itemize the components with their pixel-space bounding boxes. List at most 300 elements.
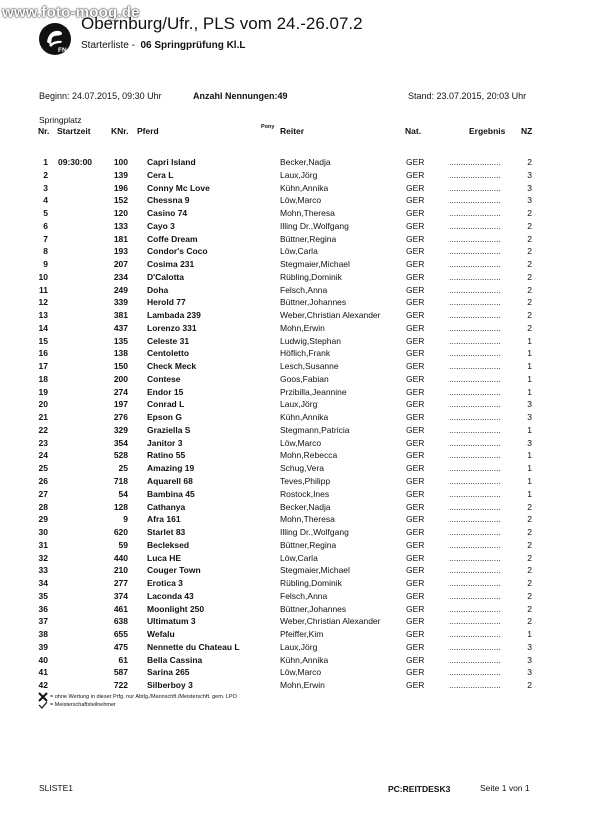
col-nr: Nr. [38, 126, 50, 136]
row-nr: 18 [38, 373, 48, 384]
row-knr: 133 [113, 220, 128, 231]
row-horse: Couger Town [147, 565, 201, 576]
row-nz: 1 [527, 335, 532, 346]
row-result: ...................... [449, 259, 501, 270]
row-horse: Lorenzo 331 [147, 322, 197, 333]
row-knr: 135 [113, 335, 128, 346]
row-nz: 2 [527, 680, 532, 691]
row-horse: Amazing 19 [147, 463, 195, 474]
row-nation: GER [406, 195, 425, 206]
row-nz: 2 [527, 310, 532, 321]
row-nation: GER [406, 271, 425, 282]
row-nz: 3 [527, 169, 532, 180]
table-row [0, 297, 596, 310]
table-row [0, 195, 596, 208]
row-horse: Capri Island [147, 157, 196, 167]
row-knr: 61 [118, 654, 128, 665]
row-rider: Mohn,Erwin [280, 322, 325, 333]
table-row [0, 680, 596, 693]
table-row [0, 476, 596, 489]
row-nation: GER [406, 412, 425, 423]
row-nation: GER [406, 578, 425, 589]
row-nz: 2 [527, 208, 532, 219]
row-nr: 6 [43, 220, 48, 231]
row-result: ...................... [449, 527, 501, 538]
event-name: 06 Springprüfung Kl.L [140, 40, 246, 51]
row-nr: 36 [38, 603, 48, 614]
row-nation: GER [406, 476, 425, 486]
row-horse: Silberboy 3 [147, 680, 193, 691]
row-knr: 249 [113, 284, 128, 295]
row-rider: Löw,Marco [280, 195, 322, 206]
row-nation: GER [406, 463, 425, 474]
row-nation: GER [406, 616, 425, 627]
table-row [0, 591, 596, 604]
table-row [0, 310, 596, 323]
row-nz: 2 [527, 578, 532, 589]
row-nz: 2 [527, 590, 532, 601]
row-horse: Cera L [147, 169, 174, 180]
row-horse: Endor 15 [147, 386, 184, 397]
row-nr: 38 [38, 629, 48, 640]
row-knr: 128 [113, 501, 128, 512]
row-result: ...................... [449, 399, 501, 410]
row-nr: 32 [38, 552, 48, 563]
row-nr: 5 [43, 208, 48, 219]
row-nz: 3 [527, 195, 532, 206]
row-nz: 2 [527, 233, 532, 244]
status-info: Stand: 23.07.2015, 20:03 Uhr [408, 91, 527, 101]
row-nz: 2 [527, 616, 532, 627]
row-knr: 475 [113, 641, 128, 652]
row-nr: 17 [38, 361, 48, 372]
table-row [0, 399, 596, 412]
table-row [0, 183, 596, 196]
row-result: ...................... [449, 271, 501, 282]
row-horse: Doha [147, 284, 169, 295]
row-nation: GER [406, 259, 425, 270]
row-result: ...................... [449, 412, 501, 423]
row-result: ...................... [449, 246, 501, 257]
table-row [0, 412, 596, 425]
row-rider: Büttner,Johannes [280, 297, 347, 308]
row-horse: Erotica 3 [147, 578, 183, 589]
row-knr: 587 [113, 667, 128, 678]
row-rider: Pfeiffer,Kim [280, 629, 324, 640]
row-result: ...................... [449, 220, 501, 231]
row-nation: GER [406, 284, 425, 295]
row-rider: Lesch,Susanne [280, 361, 339, 372]
footer-right: Seite 1 von 1 [480, 783, 530, 793]
row-horse: Ultimatum 3 [147, 616, 196, 627]
row-knr: 181 [113, 233, 128, 244]
table-row [0, 348, 596, 361]
table-row [0, 246, 596, 259]
row-nr: 13 [38, 310, 48, 321]
row-result: ...................... [449, 565, 501, 576]
row-nr: 28 [38, 501, 48, 512]
row-result: ...................... [449, 539, 501, 550]
row-rider: Stegmann,Patricia [280, 424, 350, 435]
row-rider: Przibilla,Jeannine [280, 386, 347, 397]
row-nz: 2 [527, 539, 532, 550]
row-nr: 40 [38, 654, 48, 665]
row-rider: Löw,Marco [280, 667, 322, 678]
row-rider: Löw,Carla [280, 246, 318, 257]
col-pony: Pony [261, 124, 275, 130]
row-nation: GER [406, 514, 425, 525]
row-knr: 207 [113, 259, 128, 270]
row-nr: 34 [38, 578, 48, 589]
row-nation: GER [406, 348, 425, 359]
row-horse: Bella Cassina [147, 654, 203, 665]
row-horse: Lambada 239 [147, 310, 201, 321]
row-nation: GER [406, 590, 425, 601]
row-nr: 16 [38, 348, 48, 359]
row-nation: GER [406, 527, 425, 538]
row-nation: GER [406, 603, 425, 614]
row-knr: 638 [113, 616, 128, 627]
row-nr: 31 [38, 539, 48, 550]
row-rider: Stegmaier,Michael [280, 259, 350, 270]
row-horse: Condor's Coco [147, 246, 208, 257]
row-result: ...................... [449, 310, 501, 321]
table-row [0, 323, 596, 336]
table-row [0, 336, 596, 349]
col-nat: Nat. [405, 126, 422, 136]
row-nr: 14 [38, 322, 48, 333]
row-result: ...................... [449, 463, 501, 474]
row-result: ...................... [449, 552, 501, 563]
row-nz: 2 [527, 284, 532, 295]
checkmark-icon [38, 701, 48, 709]
row-rider: Laux,Jörg [280, 169, 318, 180]
row-knr: 210 [113, 565, 128, 576]
row-result: ...................... [449, 169, 501, 180]
row-nation: GER [406, 386, 425, 397]
row-nz: 2 [527, 527, 532, 538]
col-nz: NZ [521, 126, 533, 136]
row-result: ...................... [449, 578, 501, 589]
row-nz: 1 [527, 476, 532, 486]
row-result: ...................... [449, 284, 501, 295]
row-nr: 37 [38, 616, 48, 627]
row-nation: GER [406, 322, 425, 333]
row-nation: GER [406, 246, 425, 257]
table-row [0, 604, 596, 617]
row-horse: Aquarell 68 [147, 476, 193, 486]
table-row [0, 361, 596, 374]
section-label: Springplatz [39, 115, 82, 125]
subtitle-prefix: Starterliste - [81, 40, 135, 51]
row-nr: 25 [38, 463, 48, 474]
row-nr: 21 [38, 412, 48, 423]
row-nr: 2 [43, 169, 48, 180]
row-knr: 440 [113, 552, 128, 563]
row-knr: 54 [118, 488, 128, 499]
row-nz: 3 [527, 654, 532, 665]
row-nr: 8 [43, 246, 48, 257]
table-row [0, 234, 596, 247]
row-nr: 10 [38, 271, 48, 282]
row-result: ...................... [449, 182, 501, 193]
row-horse: Nennette du Chateau L [147, 641, 240, 652]
row-rider: Ludwig,Stephan [280, 335, 341, 346]
row-rider: Rübling,Dominik [280, 271, 342, 282]
row-nation: GER [406, 169, 425, 180]
row-rider: Höflich,Frank [280, 348, 331, 359]
row-knr: 718 [113, 476, 128, 486]
row-knr: 274 [113, 386, 128, 397]
row-knr: 120 [113, 208, 128, 219]
row-nz: 3 [527, 399, 532, 410]
row-knr: 381 [113, 310, 128, 321]
table-row [0, 565, 596, 578]
row-rider: Becker,Nadja [280, 157, 331, 167]
row-rider: Mohn,Theresa [280, 208, 335, 219]
table-row [0, 221, 596, 234]
table-row [0, 387, 596, 400]
row-knr: 234 [113, 271, 128, 282]
row-knr: 655 [113, 629, 128, 640]
row-nation: GER [406, 488, 425, 499]
row-nr: 35 [38, 590, 48, 601]
row-nation: GER [406, 220, 425, 231]
row-result: ...................... [449, 476, 501, 486]
row-result: ...................... [449, 157, 501, 167]
row-horse: Centoletto [147, 348, 190, 359]
row-nr: 26 [38, 476, 48, 486]
row-nation: GER [406, 539, 425, 550]
row-knr: 197 [113, 399, 128, 410]
table-row [0, 450, 596, 463]
table-row [0, 208, 596, 221]
col-horse: Pferd [137, 126, 159, 136]
row-nr: 23 [38, 437, 48, 448]
row-horse: Cosima 231 [147, 259, 195, 270]
row-knr: 528 [113, 450, 128, 461]
row-knr: 196 [113, 182, 128, 193]
row-rider: Büttner,Regina [280, 233, 337, 244]
row-nz: 1 [527, 463, 532, 474]
row-result: ...................... [449, 501, 501, 512]
row-rider: Mohn,Erwin [280, 680, 325, 691]
row-rider: Laux,Jörg [280, 399, 318, 410]
row-knr: 100 [113, 157, 128, 167]
row-horse: Moonlight 250 [147, 603, 205, 614]
row-rider: Büttner,Johannes [280, 603, 347, 614]
row-nation: GER [406, 335, 425, 346]
row-nz: 1 [527, 488, 532, 499]
page-title: Obernburg/Ufr., PLS vom 24.-26.07.2 [81, 14, 363, 33]
row-rider: Stegmaier,Michael [280, 565, 350, 576]
table-row [0, 667, 596, 680]
table-row [0, 157, 596, 170]
row-nz: 2 [527, 220, 532, 231]
row-nz: 1 [527, 450, 532, 461]
row-nz: 2 [527, 157, 532, 167]
footer-center: PC:REITDESK3 [388, 784, 451, 794]
row-horse: Sarina 265 [147, 667, 190, 678]
row-horse: Afra 161 [147, 514, 181, 525]
table-row [0, 527, 596, 540]
row-rider: Weber,Christian Alexander [280, 310, 381, 321]
row-nr: 27 [38, 488, 48, 499]
row-horse: Contese [147, 373, 181, 384]
row-horse: Celeste 31 [147, 335, 190, 346]
row-nr: 39 [38, 641, 48, 652]
row-rider: Laux,Jörg [280, 641, 318, 652]
row-nation: GER [406, 208, 425, 219]
col-result: Ergebnis [469, 126, 506, 136]
table-row [0, 285, 596, 298]
row-knr: 200 [113, 373, 128, 384]
row-nr: 11 [39, 284, 48, 295]
subtitle [81, 40, 245, 51]
row-horse: Laconda 43 [147, 590, 194, 601]
row-nz: 1 [527, 629, 532, 640]
table-row [0, 540, 596, 553]
row-result: ...................... [449, 667, 501, 678]
row-nz: 2 [527, 259, 532, 270]
logo-text: FN [58, 47, 67, 54]
row-result: ...................... [449, 590, 501, 601]
row-knr: 152 [113, 195, 128, 206]
row-horse: Conrad L [147, 399, 185, 410]
row-result: ...................... [449, 208, 501, 219]
row-knr: 722 [113, 680, 128, 691]
row-nz: 3 [527, 182, 532, 193]
row-rider: Weber,Christian Alexander [280, 616, 381, 627]
footnote-2: = Meisterschaftsteilnehmer [50, 702, 116, 708]
row-nz: 2 [527, 322, 532, 333]
row-nz: 1 [527, 373, 532, 384]
row-horse: Luca HE [147, 552, 182, 563]
row-nation: GER [406, 501, 425, 512]
row-horse: Cathanya [147, 501, 186, 512]
row-rider: Felsch,Anna [280, 590, 328, 601]
row-nr: 15 [38, 335, 48, 346]
row-nz: 3 [527, 437, 532, 448]
table-row [0, 642, 596, 655]
row-knr: 59 [118, 539, 128, 550]
row-nation: GER [406, 450, 425, 461]
row-nz: 1 [527, 424, 532, 435]
row-result: ...................... [449, 195, 501, 206]
fn-logo [38, 22, 72, 56]
row-nz: 3 [527, 667, 532, 678]
table-row [0, 170, 596, 183]
watermark: www.foto-moog.de [2, 4, 140, 21]
row-horse: Janitor 3 [147, 437, 183, 448]
row-result: ...................... [449, 335, 501, 346]
row-horse: D'Calotta [147, 271, 184, 282]
row-nr: 22 [38, 424, 48, 435]
row-horse: Epson G [147, 412, 182, 423]
row-nr: 33 [38, 565, 48, 576]
row-horse: Casino 74 [147, 208, 188, 219]
row-rider: Löw,Carla [280, 552, 318, 563]
row-rider: Mohn,Rebecca [280, 450, 338, 461]
row-nr: 20 [38, 399, 48, 410]
row-knr: 461 [113, 603, 128, 614]
table-row [0, 489, 596, 502]
row-nr: 9 [43, 259, 48, 270]
row-nr: 3 [43, 182, 48, 193]
row-nz: 3 [527, 412, 532, 423]
row-nation: GER [406, 182, 425, 193]
row-result: ...................... [449, 654, 501, 665]
row-nation: GER [406, 424, 425, 435]
row-nation: GER [406, 373, 425, 384]
row-rider: Mohn,Theresa [280, 514, 335, 525]
row-nr: 7 [43, 233, 48, 244]
row-nation: GER [406, 667, 425, 678]
row-nr: 42 [38, 680, 48, 691]
row-nz: 2 [527, 246, 532, 257]
row-knr: 620 [113, 527, 128, 538]
table-row [0, 272, 596, 285]
row-horse: Ratino 55 [147, 450, 186, 461]
row-result: ...................... [449, 488, 501, 499]
row-result: ...................... [449, 437, 501, 448]
row-result: ...................... [449, 629, 501, 640]
row-result: ...................... [449, 373, 501, 384]
row-knr: 374 [113, 590, 128, 601]
row-horse: Cayo 3 [147, 220, 175, 231]
row-rider: Teves,Philipp [280, 476, 331, 486]
row-rider: Büttner,Regina [280, 539, 337, 550]
row-nz: 2 [527, 603, 532, 614]
row-nation: GER [406, 310, 425, 321]
row-knr: 329 [113, 424, 128, 435]
row-result: ...................... [449, 450, 501, 461]
row-rider: Felsch,Anna [280, 284, 328, 295]
row-rider: Becker,Nadja [280, 501, 331, 512]
row-nr: 4 [43, 195, 48, 206]
table-row [0, 553, 596, 566]
col-knr: KNr. [111, 126, 129, 136]
row-nation: GER [406, 233, 425, 244]
row-horse: Graziella S [147, 424, 191, 435]
table-row [0, 578, 596, 591]
row-result: ...................... [449, 233, 501, 244]
col-time: Startzeit [57, 126, 91, 136]
row-nation: GER [406, 399, 425, 410]
row-rider: Rübling,Dominik [280, 578, 342, 589]
row-nr: 29 [38, 514, 48, 525]
row-nz: 1 [527, 386, 532, 397]
row-nr: 12 [38, 297, 48, 308]
row-nation: GER [406, 565, 425, 576]
row-rider: Goos,Fabian [280, 373, 329, 384]
row-rider: Kühn,Annika [280, 654, 329, 665]
row-nation: GER [406, 437, 425, 448]
row-nation: GER [406, 641, 425, 652]
row-rider: Kühn,Annika [280, 412, 329, 423]
row-start-time: 09:30:00 [58, 157, 93, 167]
row-nr: 1 [43, 157, 48, 167]
row-result: ...................... [449, 616, 501, 627]
row-nz: 2 [527, 271, 532, 282]
row-nz: 2 [527, 552, 532, 563]
row-rider: Schug,Vera [280, 463, 324, 474]
row-result: ...................... [449, 424, 501, 435]
table-row [0, 463, 596, 476]
row-nation: GER [406, 297, 425, 308]
row-knr: 437 [113, 322, 128, 333]
row-nr: 41 [38, 667, 48, 678]
